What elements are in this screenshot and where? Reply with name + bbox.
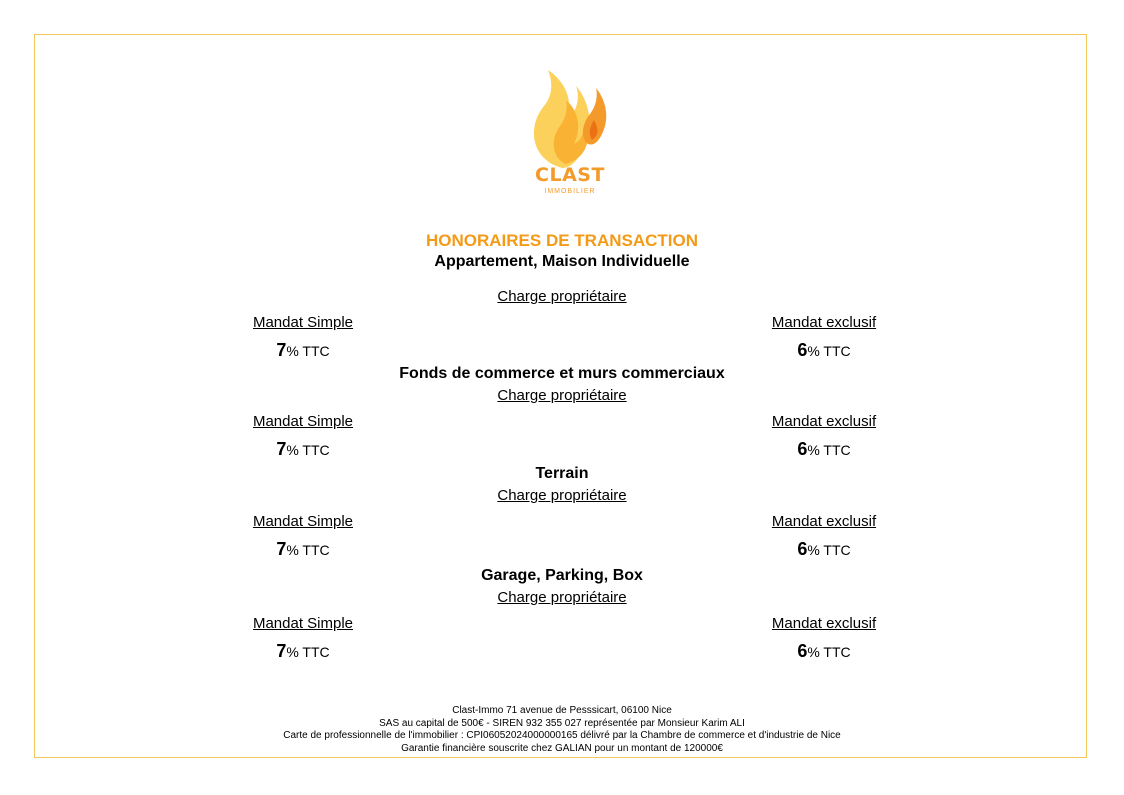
footer-company: SAS au capital de 500€ - SIREN 932 355 027 représentée par Monsieur Karim ALI (379, 717, 745, 729)
rate-unit: % TTC (286, 343, 330, 359)
mandat-exclusif-label: Mandat exclusif (771, 513, 877, 530)
page-title: HONORAIRES DE TRANSACTION (425, 231, 698, 250)
mandat-simple-label: Mandat Simple (252, 314, 354, 331)
mandat-exclusif-rate (724, 439, 924, 460)
rate-value: 7 (276, 439, 287, 459)
rate-unit: % TTC (807, 442, 851, 458)
category-title: Appartement, Maison Individuelle (434, 253, 690, 270)
footer-guarantee: Garantie financière souscrite chez GALIAN pour un montant de 120000€ (401, 742, 723, 754)
rate-value: 7 (276, 539, 287, 559)
category-title: Garage, Parking, Box (481, 567, 643, 584)
footer-legal (0, 705, 1124, 755)
rate-unit: % TTC (807, 343, 851, 359)
mandat-exclusif-label: Mandat exclusif (771, 314, 877, 331)
rate-value: 7 (276, 641, 287, 661)
rate-value: 6 (797, 539, 808, 559)
rate-unit: % TTC (286, 644, 330, 660)
logo-subtitle: IMMOBILIER (544, 188, 596, 195)
mandat-simple-label: Mandat Simple (252, 615, 354, 632)
rate-value: 6 (797, 340, 808, 360)
rate-value: 6 (797, 439, 808, 459)
charge-label: Charge propriétaire (497, 487, 627, 504)
category-title: Fonds de commerce et murs commerciaux (399, 365, 725, 382)
charge-label: Charge propriétaire (497, 589, 627, 606)
rate-value: 7 (276, 340, 287, 360)
mandat-exclusif-rate (724, 340, 924, 361)
rate-unit: % TTC (286, 442, 330, 458)
mandat-exclusif-rate (724, 641, 924, 662)
mandat-exclusif-rate (724, 539, 924, 560)
rate-unit: % TTC (286, 542, 330, 558)
mandat-simple-rate (203, 340, 403, 361)
charge-label: Charge propriétaire (497, 387, 627, 404)
charge-label: Charge propriétaire (497, 288, 627, 305)
rate-unit: % TTC (807, 644, 851, 660)
mandat-exclusif-label: Mandat exclusif (771, 615, 877, 632)
logo-wordmark: CLAST (535, 164, 605, 186)
mandat-simple-rate (203, 539, 403, 560)
mandat-exclusif-label: Mandat exclusif (771, 413, 877, 430)
footer-license: Carte de professionnelle de l'immobilier : CPI06052024000000165 délivré par la Chambre de commerce et d'industrie de Nice (283, 730, 841, 741)
mandat-simple-rate (203, 439, 403, 460)
footer-address: Clast-Immo 71 avenue de Pesssicart, 06100 Nice (452, 705, 672, 716)
mandat-simple-label: Mandat Simple (252, 513, 354, 530)
mandat-simple-label: Mandat Simple (252, 413, 354, 430)
rate-unit: % TTC (807, 542, 851, 558)
rate-value: 6 (797, 641, 808, 661)
category-title: Terrain (535, 465, 589, 482)
mandat-simple-rate (203, 641, 403, 662)
